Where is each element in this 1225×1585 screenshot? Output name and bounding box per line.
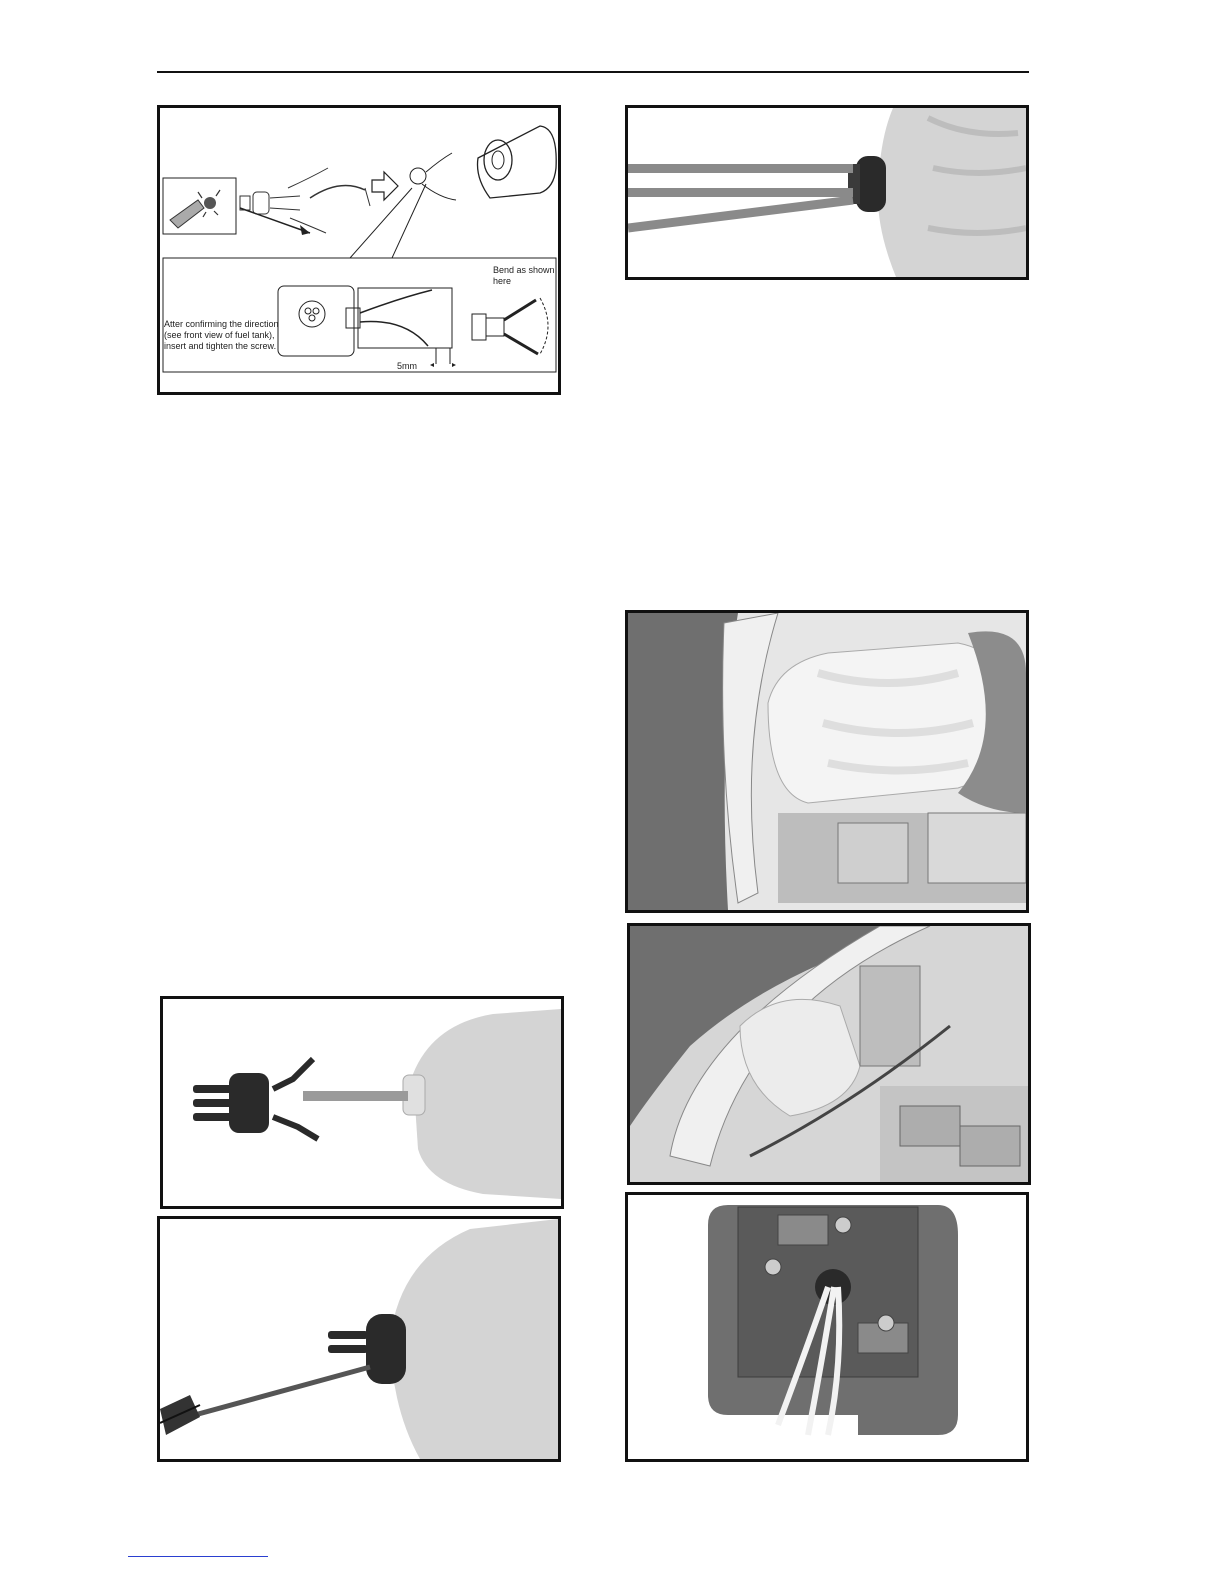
tank-stopper-tubes-image xyxy=(628,108,1026,277)
tank-installed-image xyxy=(630,926,1028,1182)
footer-link-underline[interactable] xyxy=(128,1556,268,1557)
firewall-tubes-image xyxy=(628,1195,1026,1459)
firewall-tubes-photo xyxy=(625,1192,1029,1462)
fuel-tank-assembly-diagram xyxy=(157,105,561,395)
header-rule xyxy=(157,71,1029,73)
tighten-stopper-screw-photo xyxy=(157,1216,561,1462)
diagram-dimension-text: 5mm xyxy=(397,361,417,371)
tank-insertion-image xyxy=(628,613,1026,910)
tank-stopper-tubes-photo xyxy=(625,105,1029,280)
diagram-confirm-text: Atter confirming the direction (see front view of fuel tank), insert and tighten the screw. xyxy=(164,319,279,351)
diagram-bend-text: Bend as shown here xyxy=(493,265,555,286)
tank-installed-photo xyxy=(627,923,1031,1185)
tighten-stopper-screw-image xyxy=(160,1219,558,1459)
stopper-assembly-photo xyxy=(160,996,564,1209)
stopper-assembly-image xyxy=(163,999,561,1206)
tank-insertion-photo xyxy=(625,610,1029,913)
